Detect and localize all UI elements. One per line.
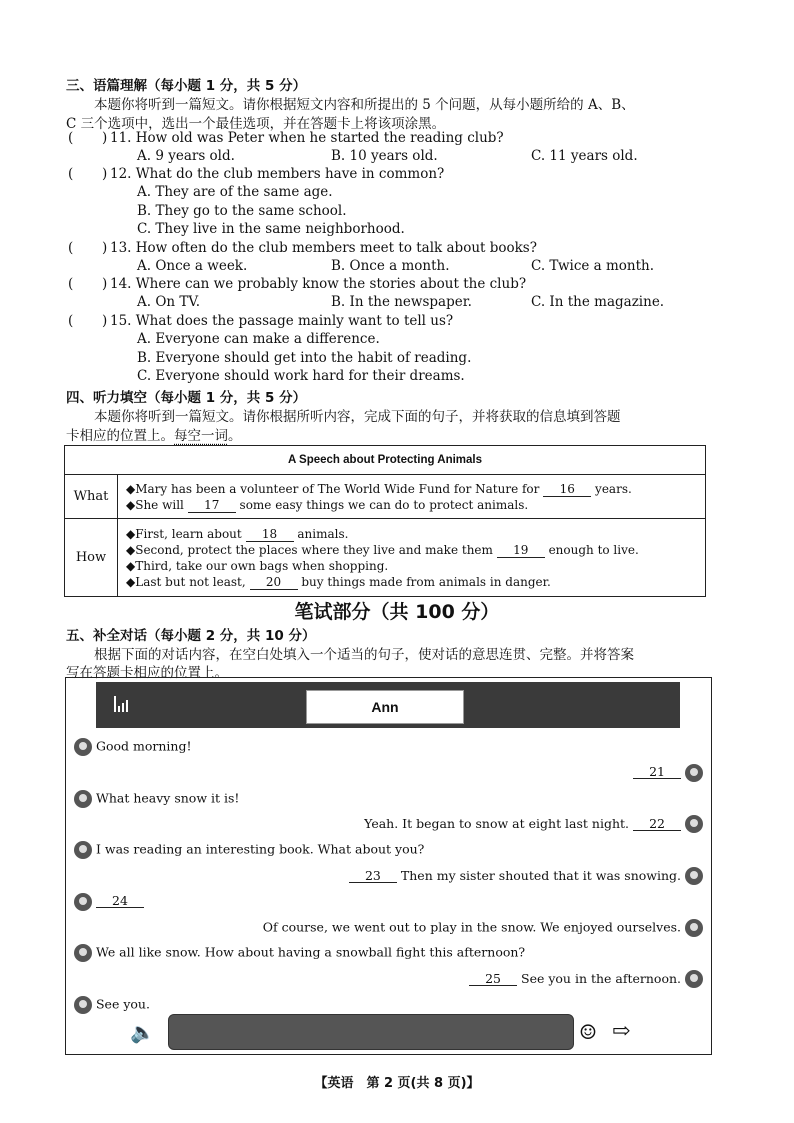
question-option: A. They are of the same age. xyxy=(137,184,333,201)
question-option: C. 11 years old. xyxy=(531,148,638,165)
chat-message-right: Of course, we went out to play in the snow. We enjoyed ourselves. xyxy=(263,919,703,937)
answer-blank[interactable]: 18 xyxy=(246,528,294,542)
chat-message-left xyxy=(74,893,144,911)
signal-icon xyxy=(114,696,132,712)
question-option: C. Twice a month. xyxy=(531,258,655,275)
written-part-title: 笔试部分（共 100 分） xyxy=(294,601,500,623)
answer-blank[interactable]: 24 xyxy=(96,894,144,908)
answer-blank[interactable]: 19 xyxy=(497,544,545,558)
question-option: B. In the newspaper. xyxy=(331,294,472,311)
question-stem: 11. How old was Peter when he started the reading club? xyxy=(110,130,504,146)
answer-paren-open: ( xyxy=(68,130,74,146)
question-option: B. Everyone should get into the habit of reading. xyxy=(137,349,472,366)
question-option: A. Everyone can make a difference. xyxy=(137,331,380,348)
section5-instruction-1: 根据下面的对话内容，在空白处填入一个适当的句子，使对话的意思连贯、完整。并将答案 xyxy=(94,647,634,663)
arrow-right-icon[interactable]: ⇨ xyxy=(612,1019,631,1044)
question-stem: 14. Where can we probably know the stories about the club? xyxy=(110,276,527,292)
answer-blank[interactable]: 16 xyxy=(543,483,591,497)
question-option: C. They live in the same neighborhood. xyxy=(137,220,405,237)
how-cell xyxy=(118,519,706,597)
question-stem: 15. What does the passage mainly want to tell us? xyxy=(110,313,454,329)
section4-instruction-2: 卡相应的位置上。每空一词。 xyxy=(66,428,242,444)
question-option: B. 10 years old. xyxy=(331,148,438,165)
table-line: ◆Third, take our own bags when shopping. xyxy=(126,558,389,573)
section3-title: 三、语篇理解（每小题 1 分，共 5 分） xyxy=(66,78,307,94)
question-option: A. Once a week. xyxy=(137,258,248,275)
chat-header xyxy=(96,682,680,728)
chat-message-left: Good morning! xyxy=(74,738,191,756)
chat-message-right: 25 See you in the afternoon. xyxy=(469,970,703,988)
speaker-icon[interactable]: 🔈 xyxy=(130,1020,155,1044)
avatar-icon xyxy=(685,970,703,988)
table-line: ◆Mary has been a volunteer of The World Wide Fund for Nature for 16 years. xyxy=(126,481,632,496)
question-option: C. In the magazine. xyxy=(531,294,665,311)
answer-blank[interactable]: 21 xyxy=(633,765,681,779)
avatar-icon xyxy=(74,996,92,1014)
avatar-icon xyxy=(74,738,92,756)
chat-message-right: 23 Then my sister shouted that it was snowing. xyxy=(349,867,703,885)
what-cell xyxy=(118,475,706,519)
chat-message-right xyxy=(633,764,703,782)
answer-blank[interactable]: 22 xyxy=(633,817,681,831)
answer-paren-open: ( xyxy=(68,276,74,292)
avatar-icon xyxy=(685,815,703,833)
answer-blank[interactable]: 20 xyxy=(250,576,298,590)
question-option: B. They go to the same school. xyxy=(137,202,347,219)
avatar-icon xyxy=(74,841,92,859)
table-title: A Speech about Protecting Animals xyxy=(65,446,706,475)
answer-paren-close: ) xyxy=(102,276,108,292)
question-stem: 13. How often do the club members meet to talk about books? xyxy=(110,240,537,256)
section5-instruction-2: 写在答题卡相应的位置上。 xyxy=(66,665,228,681)
question-option: B. Once a month. xyxy=(331,258,450,275)
avatar-icon xyxy=(685,919,703,937)
chat-message-left: We all like snow. How about having a snowball fight this afternoon? xyxy=(74,944,525,962)
page-footer: 【英语 第 2 页(共 8 页)】 xyxy=(314,1076,480,1091)
answer-paren-close: ) xyxy=(102,166,108,182)
avatar-icon xyxy=(74,893,92,911)
answer-blank[interactable]: 23 xyxy=(349,869,397,883)
contact-name: Ann xyxy=(306,690,464,724)
question-option: C. Everyone should work hard for their dreams. xyxy=(137,367,465,384)
answer-paren-close: ) xyxy=(102,240,108,256)
avatar-icon xyxy=(685,764,703,782)
answer-paren-open: ( xyxy=(68,313,74,329)
answer-paren-open: ( xyxy=(68,166,74,182)
section3-instruction-2: C 三个选项中，选出一个最佳选项，并在答题卡上将该项涂黑。 xyxy=(66,116,446,132)
speech-table xyxy=(64,445,706,597)
what-label: What xyxy=(65,475,118,519)
question-option: A. 9 years old. xyxy=(137,148,235,165)
answer-paren-open: ( xyxy=(68,240,74,256)
table-line: ◆First, learn about 18 animals. xyxy=(126,526,349,541)
answer-paren-close: ) xyxy=(102,130,108,146)
section3-instruction-1: 本题你将听到一篇短文。请你根据短文内容和所提出的 5 个问题，从每小题所给的 A、B、 xyxy=(94,97,635,113)
section4-instruction-1: 本题你将听到一篇短文。请你根据所听内容，完成下面的句子，并将获取的信息填到答题 xyxy=(94,409,621,425)
question-option: A. On TV. xyxy=(137,294,201,311)
avatar-icon xyxy=(74,944,92,962)
answer-paren-close: ) xyxy=(102,313,108,329)
avatar-icon xyxy=(685,867,703,885)
section4-title: 四、听力填空（每小题 1 分，共 5 分） xyxy=(66,390,307,406)
message-input[interactable] xyxy=(168,1014,574,1050)
how-label: How xyxy=(65,519,118,597)
answer-blank[interactable]: 25 xyxy=(469,972,517,986)
emphasis-text: 每空一词 xyxy=(174,428,228,444)
avatar-icon xyxy=(74,790,92,808)
chat-phone xyxy=(65,677,712,1055)
question-stem: 12. What do the club members have in common? xyxy=(110,166,445,182)
table-line: ◆Second, protect the places where they live and make them 19 enough to live. xyxy=(126,542,639,557)
section5-title: 五、补全对话（每小题 2 分，共 10 分） xyxy=(66,628,316,644)
chat-message-left: See you. xyxy=(74,996,150,1014)
table-line: ◆She will 17 some easy things we can do to protect animals. xyxy=(126,497,529,512)
smile-icon[interactable]: ☺ xyxy=(579,1020,597,1044)
chat-message-left: What heavy snow it is! xyxy=(74,790,239,808)
table-line: ◆Last but not least, 20 buy things made from animals in danger. xyxy=(126,574,551,589)
answer-blank[interactable]: 17 xyxy=(188,499,236,513)
chat-message-left: I was reading an interesting book. What about you? xyxy=(74,841,424,859)
chat-message-right: Yeah. It began to snow at eight last night. 22 xyxy=(364,815,703,833)
